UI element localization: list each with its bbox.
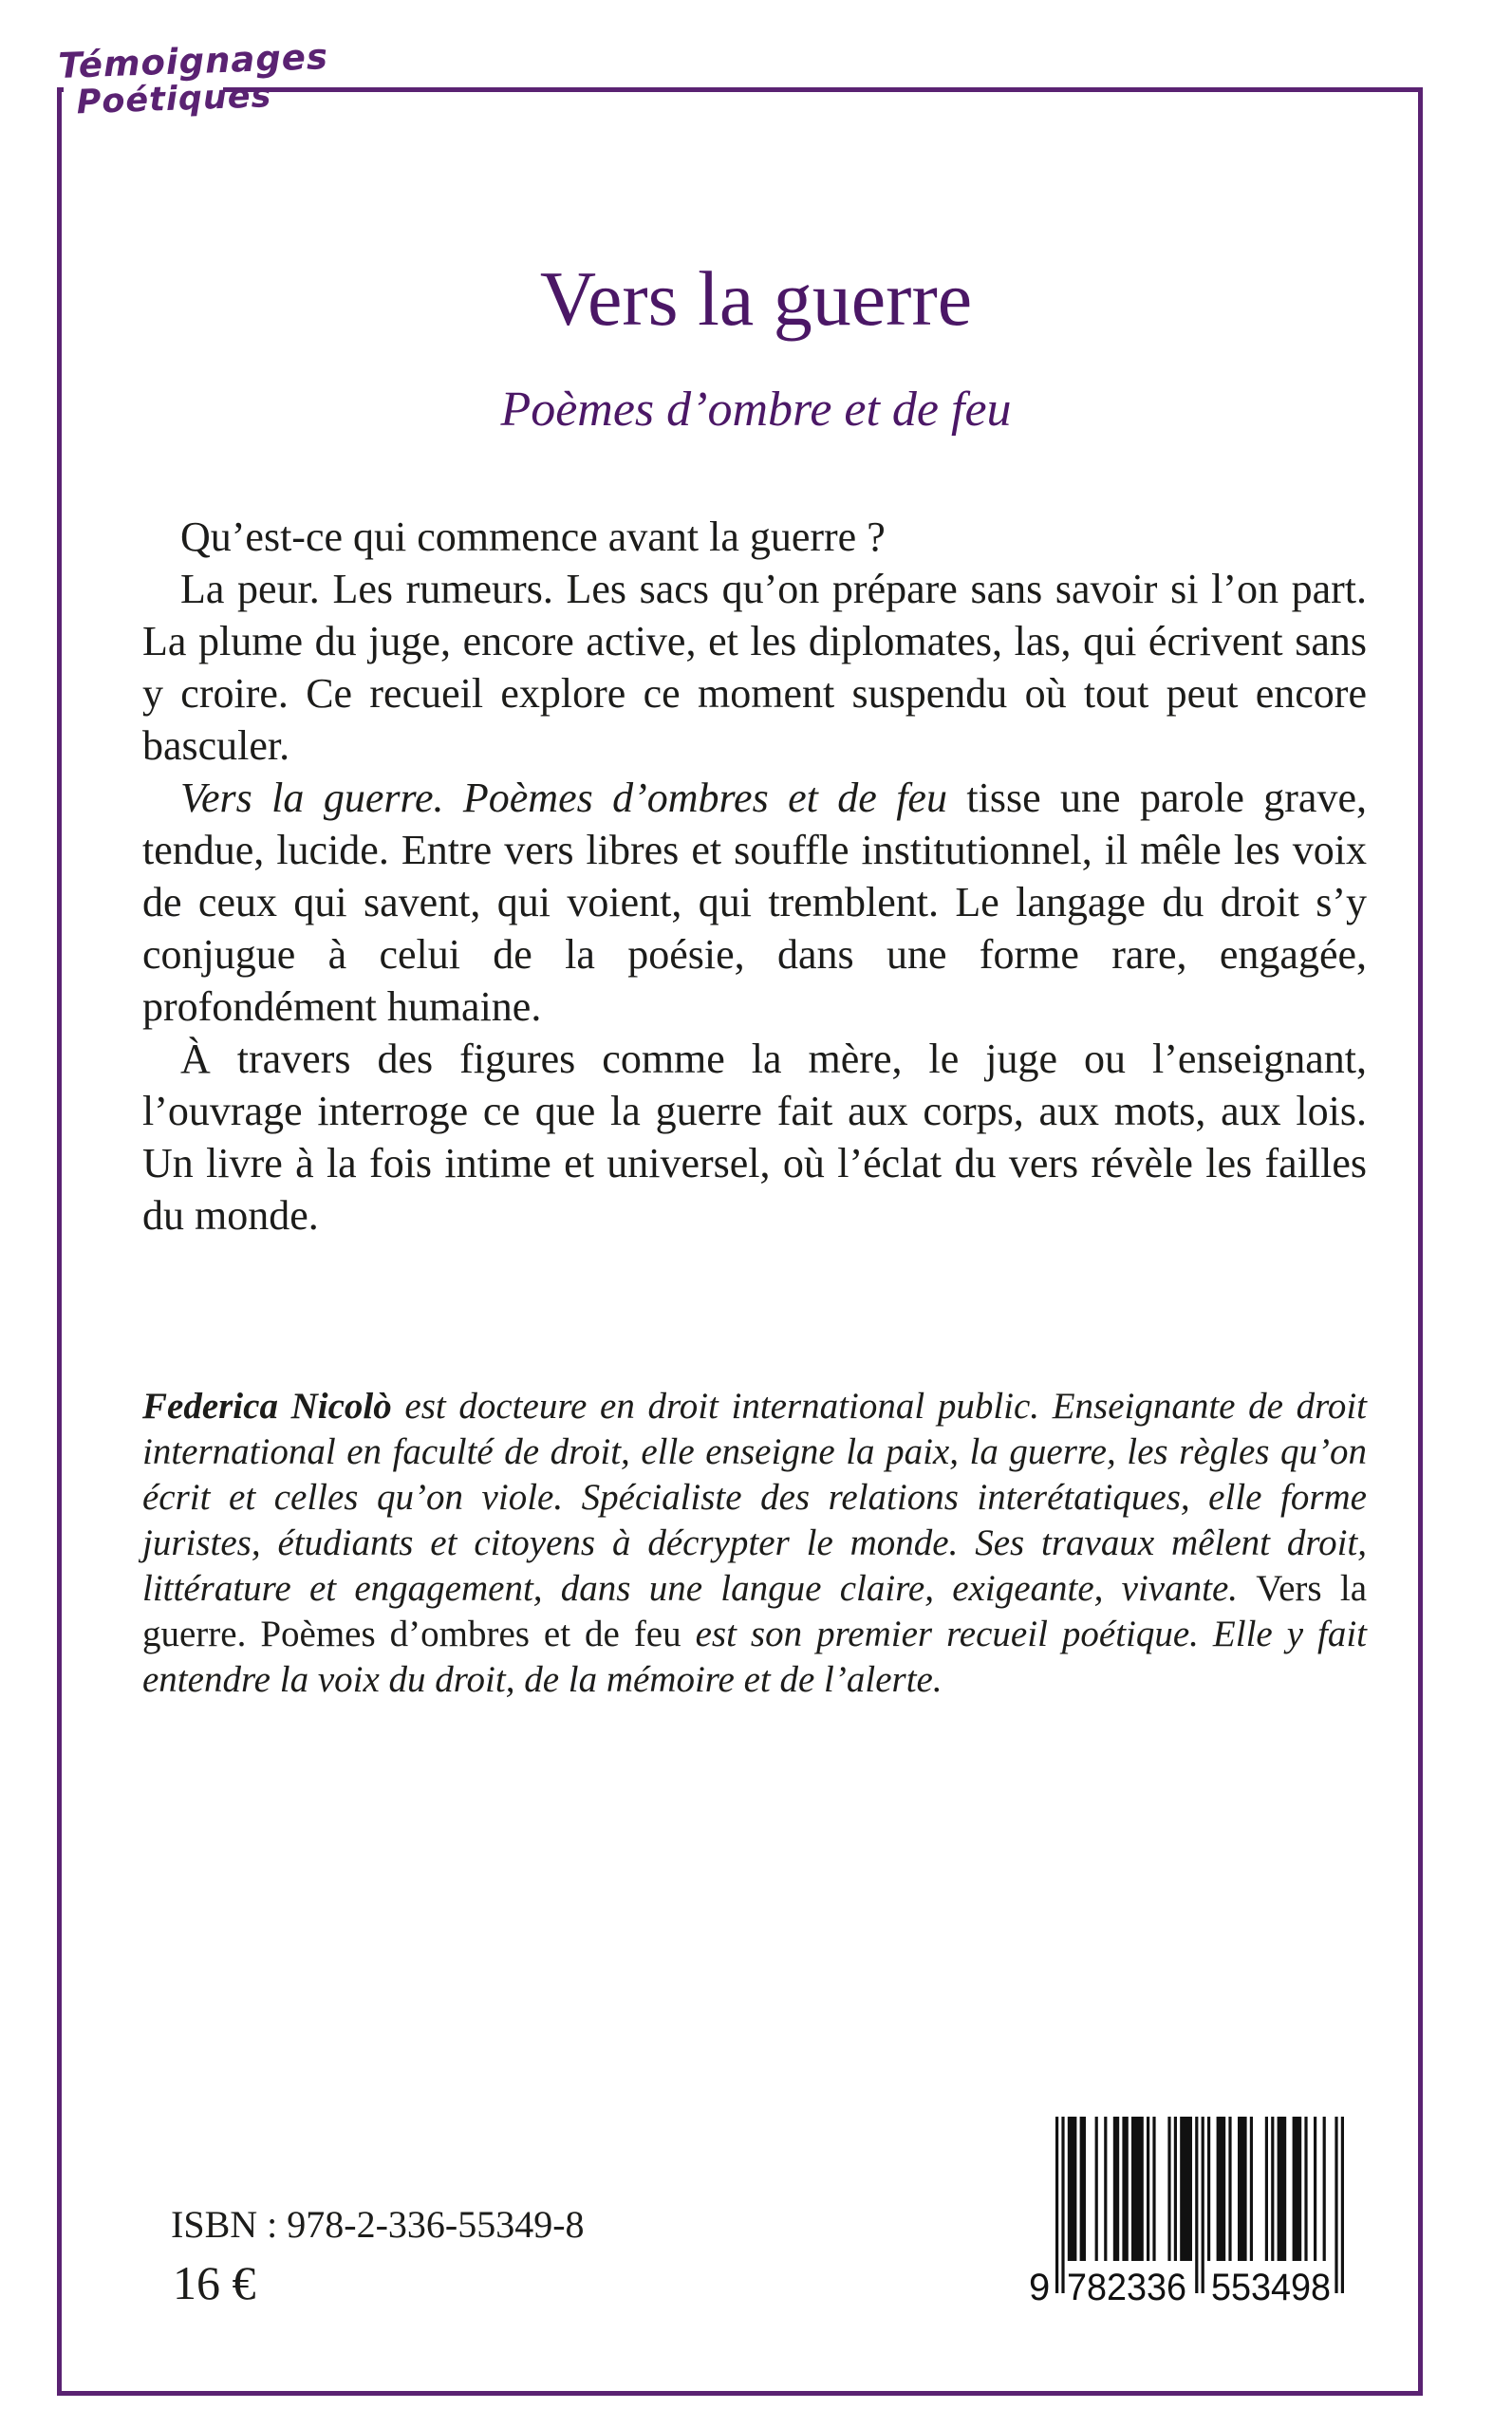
collection-name-line2: Poétiques	[76, 77, 273, 122]
author-bio-paragraph	[142, 1384, 1367, 1703]
bio-book-title-roman: Vers la guerre. Poèmes d’ombres et de feu	[142, 1568, 1368, 1654]
author-bio	[142, 1384, 1367, 1703]
author-bio-text-1: est docteure en droit international public. Enseignante de droit international en faculté de droit, elle enseigne la paix, la guerre, les règles qu’on écrit et celles qu’on viole. Spécialiste des relations interétatiques, elle forme juristes, étudiants et citoyens à décrypter le monde. Ses travaux mêlent droit, littérature et engagement, dans une langue claire, exigeante, vivante.	[142, 1386, 1367, 1609]
isbn-label: ISBN : 978-2-336-55349-8	[171, 2203, 585, 2246]
synopsis-paragraph-1	[142, 511, 1367, 563]
synopsis	[142, 511, 1367, 1242]
author-bio-text-2: est son premier recueil poétique. Elle y fait entendre la voix du droit, de la mémoire et de l’alerte.	[142, 1614, 1367, 1700]
synopsis-paragraph-3-text: tisse une parole grave, tendue, lucide. Entre vers libres et souffle institutionnel, il mêle les voix de ceux qui savent, qui voient, qui tremblent. Le langage du droit s’y conjugue à celui de la poésie, dans une forme rare, engagée, profondément humaine.	[142, 775, 1367, 1030]
synopsis-paragraph-1-text: Qu’est-ce qui commence avant la guerre ?	[180, 514, 886, 560]
price-label: 16 €	[173, 2256, 256, 2309]
synopsis-paragraph-2	[142, 563, 1367, 772]
collection-name-line1: Témoignages	[57, 36, 329, 86]
collection-logo	[58, 37, 330, 123]
barcode-bars	[1027, 2117, 1350, 2305]
synopsis-paragraph-3	[142, 772, 1367, 1033]
author-name: Federica Nicolò	[142, 1386, 392, 1427]
book-title: Vers la guerre	[539, 255, 973, 342]
barcode-digits-group2: 553498	[1211, 2267, 1331, 2305]
synopsis-book-title-italic: Vers la guerre. Poèmes d’ombres et de feu	[180, 775, 947, 821]
barcode-digit-lead: 9	[1029, 2267, 1051, 2305]
book-subtitle: Poèmes d’ombre et de feu	[500, 383, 1012, 437]
synopsis-paragraph-4	[142, 1033, 1367, 1242]
ean13-barcode	[1027, 2117, 1350, 2305]
synopsis-paragraph-4-text: À travers des figures comme la mère, le juge ou l’enseignant, l’ouvrage interroge ce que la guerre fait aux corps, aux mots, aux lois. Un livre à la fois intime et universel, où l’éclat du vers révèle les failles du monde.	[142, 1036, 1367, 1239]
barcode-digits-group1: 782336	[1067, 2267, 1186, 2305]
synopsis-paragraph-2-text: La peur. Les rumeurs. Les sacs qu’on prépare sans savoir si l’on part. La plume du juge, encore active, et les diplomates, las, qui écrivent sans y croire. Ce recueil explore ce moment suspendu où tout peut encore basculer.	[142, 566, 1367, 769]
